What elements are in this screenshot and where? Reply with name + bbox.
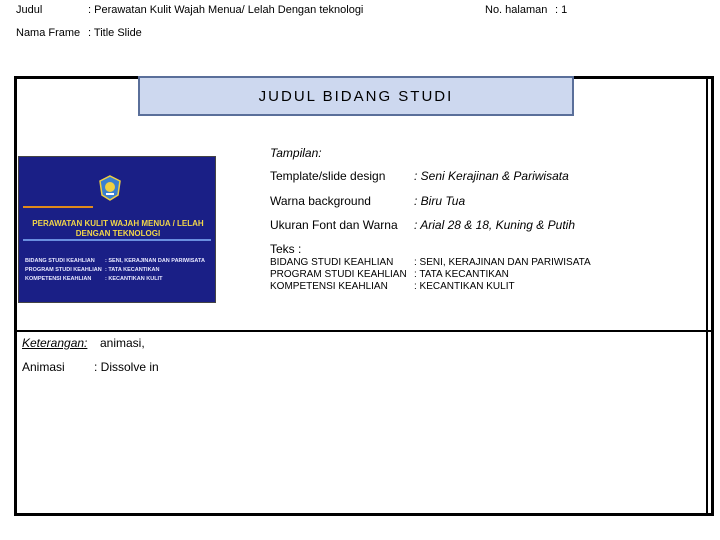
slide-row-left: PROGRAM STUDI KEAHLIAN bbox=[25, 267, 102, 273]
slide-accent-line bbox=[23, 206, 93, 208]
tampilan-label: Warna background bbox=[270, 194, 371, 208]
judul-label: Judul bbox=[16, 4, 43, 16]
teks-row-right: : TATA KECANTIKAN bbox=[414, 269, 509, 280]
slide-row bbox=[25, 275, 205, 284]
keterangan-label: Keterangan: bbox=[22, 336, 88, 350]
page-number-label: No. halaman bbox=[485, 4, 548, 16]
teks-row-left: BIDANG STUDI KEAHLIAN bbox=[270, 257, 394, 268]
tampilan-value: : Arial 28 & 18, Kuning & Putih bbox=[414, 218, 575, 232]
emblem-icon bbox=[99, 175, 121, 201]
slide-banner-line1: PERAWATAN KULIT WAJAH MENUA / LELAH bbox=[32, 219, 204, 228]
animasi-value: : Dissolve in bbox=[94, 360, 159, 374]
keterangan-value: animasi, bbox=[100, 336, 145, 350]
slide-preview bbox=[18, 156, 216, 303]
slide-row-right: : KECANTIKAN KULIT bbox=[105, 276, 163, 282]
teks-row-right: : SENI, KERAJINAN DAN PARIWISATA bbox=[414, 257, 591, 268]
title-box-text: JUDUL BIDANG STUDI bbox=[258, 87, 454, 105]
slide-row bbox=[25, 266, 205, 275]
teks-heading: Teks : bbox=[270, 242, 302, 256]
slide-banner-line2: DENGAN TEKNOLOGI bbox=[75, 229, 161, 238]
tampilan-value: : Seni Kerajinan & Pariwisata bbox=[414, 169, 569, 183]
section-divider bbox=[14, 330, 714, 332]
right-border-line bbox=[706, 76, 708, 516]
judul-value: : Perawatan Kulit Wajah Menua/ Lelah Dengan teknologi bbox=[88, 4, 364, 16]
slide-row-left: BIDANG STUDI KEAHLIAN bbox=[25, 258, 95, 264]
tampilan-heading: Tampilan: bbox=[270, 146, 322, 160]
teks-row-left: KOMPETENSI KEAHLIAN bbox=[270, 281, 388, 292]
slide-banner bbox=[29, 219, 207, 239]
tampilan-label: Template/slide design bbox=[270, 169, 386, 183]
animasi-label: Animasi bbox=[22, 360, 65, 374]
teks-row-left: PROGRAM STUDI KEAHLIAN bbox=[270, 269, 407, 280]
slide-rows bbox=[25, 257, 205, 284]
frame-name-label: Nama Frame bbox=[16, 27, 81, 39]
slide-row bbox=[25, 257, 205, 266]
slide-divider-bar bbox=[23, 239, 211, 241]
slide-row-left: KOMPETENSI KEAHLIAN bbox=[25, 276, 92, 282]
slide-row-right: : SENI, KERAJINAN DAN PARIWISATA bbox=[105, 258, 205, 264]
frame-name-value: : Title Slide bbox=[88, 27, 142, 39]
teks-row-right: : KECANTIKAN KULIT bbox=[414, 281, 515, 292]
tampilan-label: Ukuran Font dan Warna bbox=[270, 218, 398, 232]
page-number-value: : 1 bbox=[555, 4, 568, 16]
title-box bbox=[138, 76, 574, 116]
slide-row-right: : TATA KECANTIKAN bbox=[105, 267, 160, 273]
tampilan-value: : Biru Tua bbox=[414, 194, 466, 208]
